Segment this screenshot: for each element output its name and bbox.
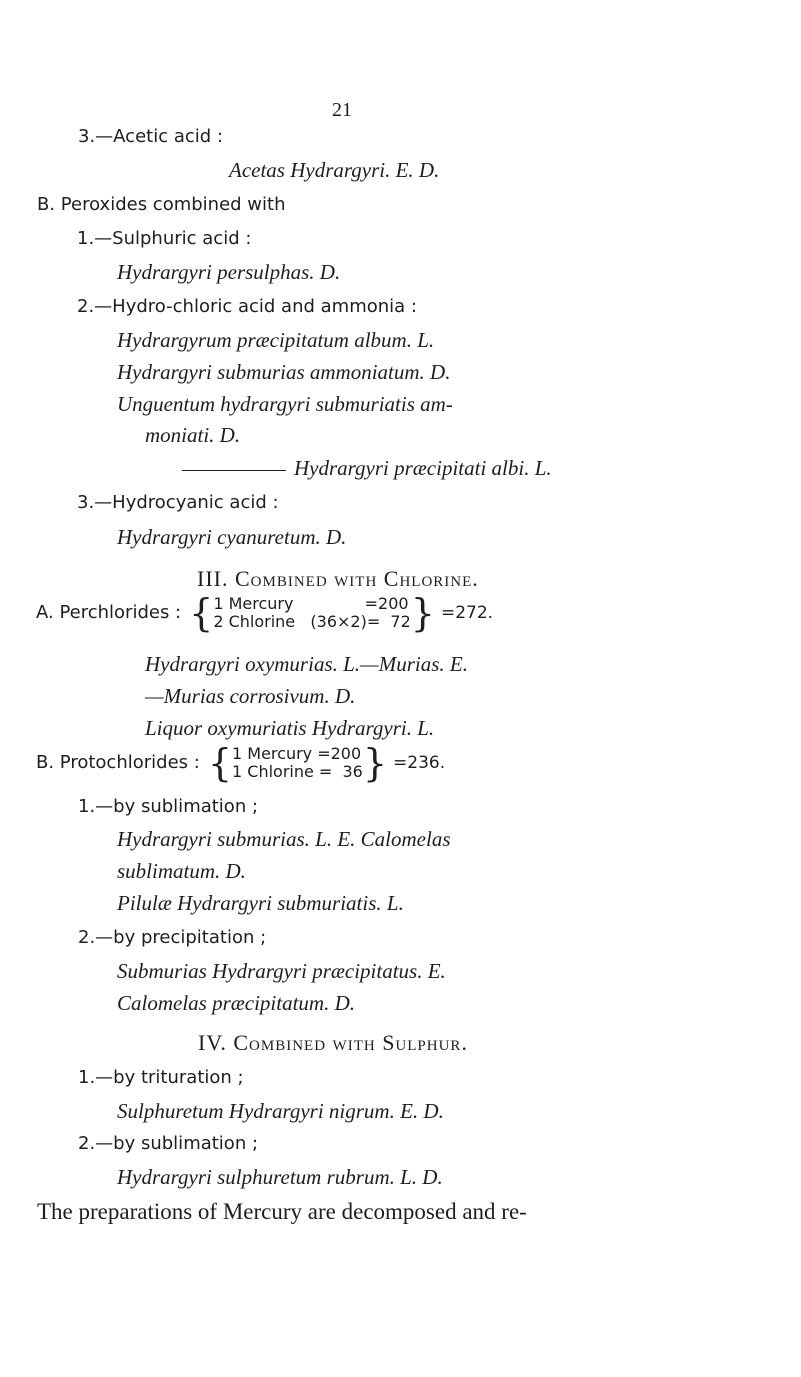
heading-peroxides: B. Peroxides combined with <box>37 194 286 215</box>
right-brace: } <box>362 741 388 785</box>
preparation-acetas: Acetas Hydrargyri. E. D. <box>229 158 440 182</box>
formula-b-rows <box>232 745 363 781</box>
heading-acetic-acid: 3.—Acetic acid : <box>78 126 223 147</box>
preparation-liquor-oxymuriatis: Liquor oxymuriatis Hydrargyri. L. <box>145 716 435 740</box>
ditto-rule <box>182 470 286 471</box>
preparation-praecipitatum-album: Hydrargyrum præcipitatum album. L. <box>117 328 435 352</box>
formula-perchlorides <box>36 591 494 635</box>
preparation-praecipitati-albi: Hydrargyri præcipitati albi. L. <box>182 458 552 479</box>
formula-a-row1: 1 Mercury =200 <box>213 594 409 613</box>
preparation-unguentum: Unguentum hydrargyri submuriatis am- <box>117 392 453 416</box>
left-brace: { <box>207 741 232 785</box>
formula-a-result: =272. <box>440 602 494 623</box>
preparation-oxymurias: Hydrargyri oxymurias. L.—Murias. E. <box>145 652 468 676</box>
formula-b-label: B. Protochlorides : <box>36 752 200 773</box>
preparation-persulphas: Hydrargyri persulphas. D. <box>117 260 341 284</box>
preparation-sulphuretum-rubrum: Hydrargyri sulphuretum rubrum. L. D. <box>117 1165 443 1189</box>
preparation-calomelas-praecipitatum: Calomelas præcipitatum. D. <box>117 991 356 1015</box>
formula-b-row1: 1 Mercury =200 <box>232 744 362 763</box>
formula-b-row2: 1 Chlorine = 36 <box>232 762 363 781</box>
preparation-murias-corrosivum: —Murias corrosivum. D. <box>145 684 356 708</box>
formula-a-rows <box>213 595 410 631</box>
heading-by-precipitation: 2.—by precipitation ; <box>78 927 267 948</box>
formula-a-row2: 2 Chlorine (36×2)= 72 <box>213 612 411 631</box>
heading-by-trituration: 1.—by trituration ; <box>78 1067 244 1088</box>
formula-protochlorides <box>36 741 446 785</box>
section-heading-chlorine: III. Combined with Chlorine. <box>197 566 479 591</box>
preparation-submurias-praecipitatus: Submurias Hydrargyri præcipitatus. E. <box>117 959 446 983</box>
preparation-unguentum-cont: moniati. D. <box>145 423 241 447</box>
left-brace: { <box>189 591 214 635</box>
formula-b-result: =236. <box>393 752 446 773</box>
page-number: 21 <box>332 99 352 121</box>
section-heading-sulphur: IV. Combined with Sulphur. <box>198 1030 468 1055</box>
heading-hydrocyanic-acid: 3.—Hydrocyanic acid : <box>77 492 279 513</box>
paragraph-closing-line: The preparations of Mercury are decomposed and re- <box>37 1199 527 1224</box>
preparation-submurias: Hydrargyri submurias. L. E. Calomelas <box>117 827 451 851</box>
preparation-sulphuretum-nigrum: Sulphuretum Hydrargyri nigrum. E. D. <box>117 1099 444 1123</box>
heading-sulphuric-acid: 1.—Sulphuric acid : <box>77 228 252 249</box>
heading-by-sublimation-2: 2.—by sublimation ; <box>78 1133 259 1154</box>
preparation-calomelas-sublimatum: sublimatum. D. <box>117 859 246 883</box>
preparation-cyanuretum: Hydrargyri cyanuretum. D. <box>117 525 347 549</box>
right-brace: } <box>410 591 435 635</box>
preparation-pilulae: Pilulæ Hydrargyri submuriatis. L. <box>117 891 404 915</box>
heading-by-sublimation: 1.—by sublimation ; <box>78 796 259 817</box>
formula-a-label: A. Perchlorides : <box>36 602 182 623</box>
heading-hydrochloric-acid: 2.—Hydro-chloric acid and ammonia : <box>77 296 417 317</box>
preparation-submurias-ammoniatum: Hydrargyri submurias ammoniatum. D. <box>117 360 451 384</box>
